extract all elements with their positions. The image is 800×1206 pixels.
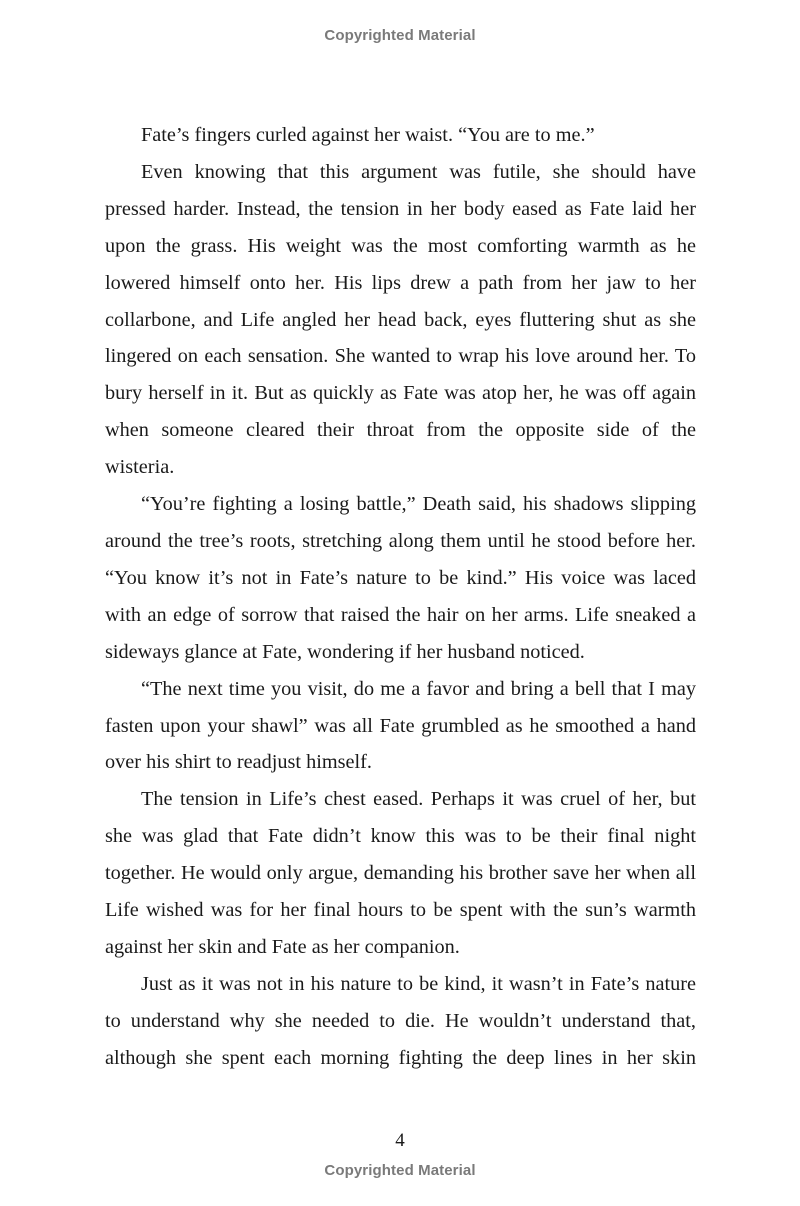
paragraph: “The next time you visit, do me a favor and bring a bell that I may fasten upon your shawl” was all Fate grumbled as he smoothed a hand over his shirt to readjust himself. [105, 677, 696, 774]
page-number: 4 [395, 1130, 405, 1151]
paragraph: The tension in Life’s chest eased. Perhaps it was cruel of her, but she was glad that Fate didn’t know this was to be their final night together. He would only argue, demanding his brother save her when all Life wished was for her final hours to be spent with the sun’s warmth against her skin and Fate as her companion. [105, 788, 696, 958]
paragraph: Even knowing that this argument was futile, she should have pressed harder. Instead, the tension in her body eased as Fate laid her upon the grass. His weight was the most comforting warmth as he lowered himself onto her. His lips drew a path from her jaw to her collarbone, and Life angled her head back, eyes fluttering shut as she lingered on each sensation. She wanted to wrap his love around her. To bury herself in it. But as quickly as Fate was atop her, he was off again when someone cleared their throat from the opposite side of the wisteria. [105, 160, 696, 479]
copyright-watermark-top: Copyrighted Material [324, 27, 476, 44]
paragraph: Just as it was not in his nature to be kind, it wasn’t in Fate’s nature to understand why she needed to die. He wouldn’t understand that, although she spent each morning fighting the deep lines in her skin [105, 972, 696, 1069]
paragraph: “You’re fighting a losing battle,” Death said, his shadows slipping around the tree’s roots, stretching along them until he stood before her. “You know it’s not in Fate’s nature to be kind.” His voice was laced with an edge of sorrow that raised the hair on her arms. Life sneaked a sideways glance at Fate, wondering if her husband noticed. [105, 493, 696, 663]
copyright-watermark-bottom: Copyrighted Material [324, 1162, 476, 1179]
paragraph: Fate’s fingers curled against her waist. “You are to me.” [141, 124, 595, 146]
body-text [105, 117, 696, 1077]
